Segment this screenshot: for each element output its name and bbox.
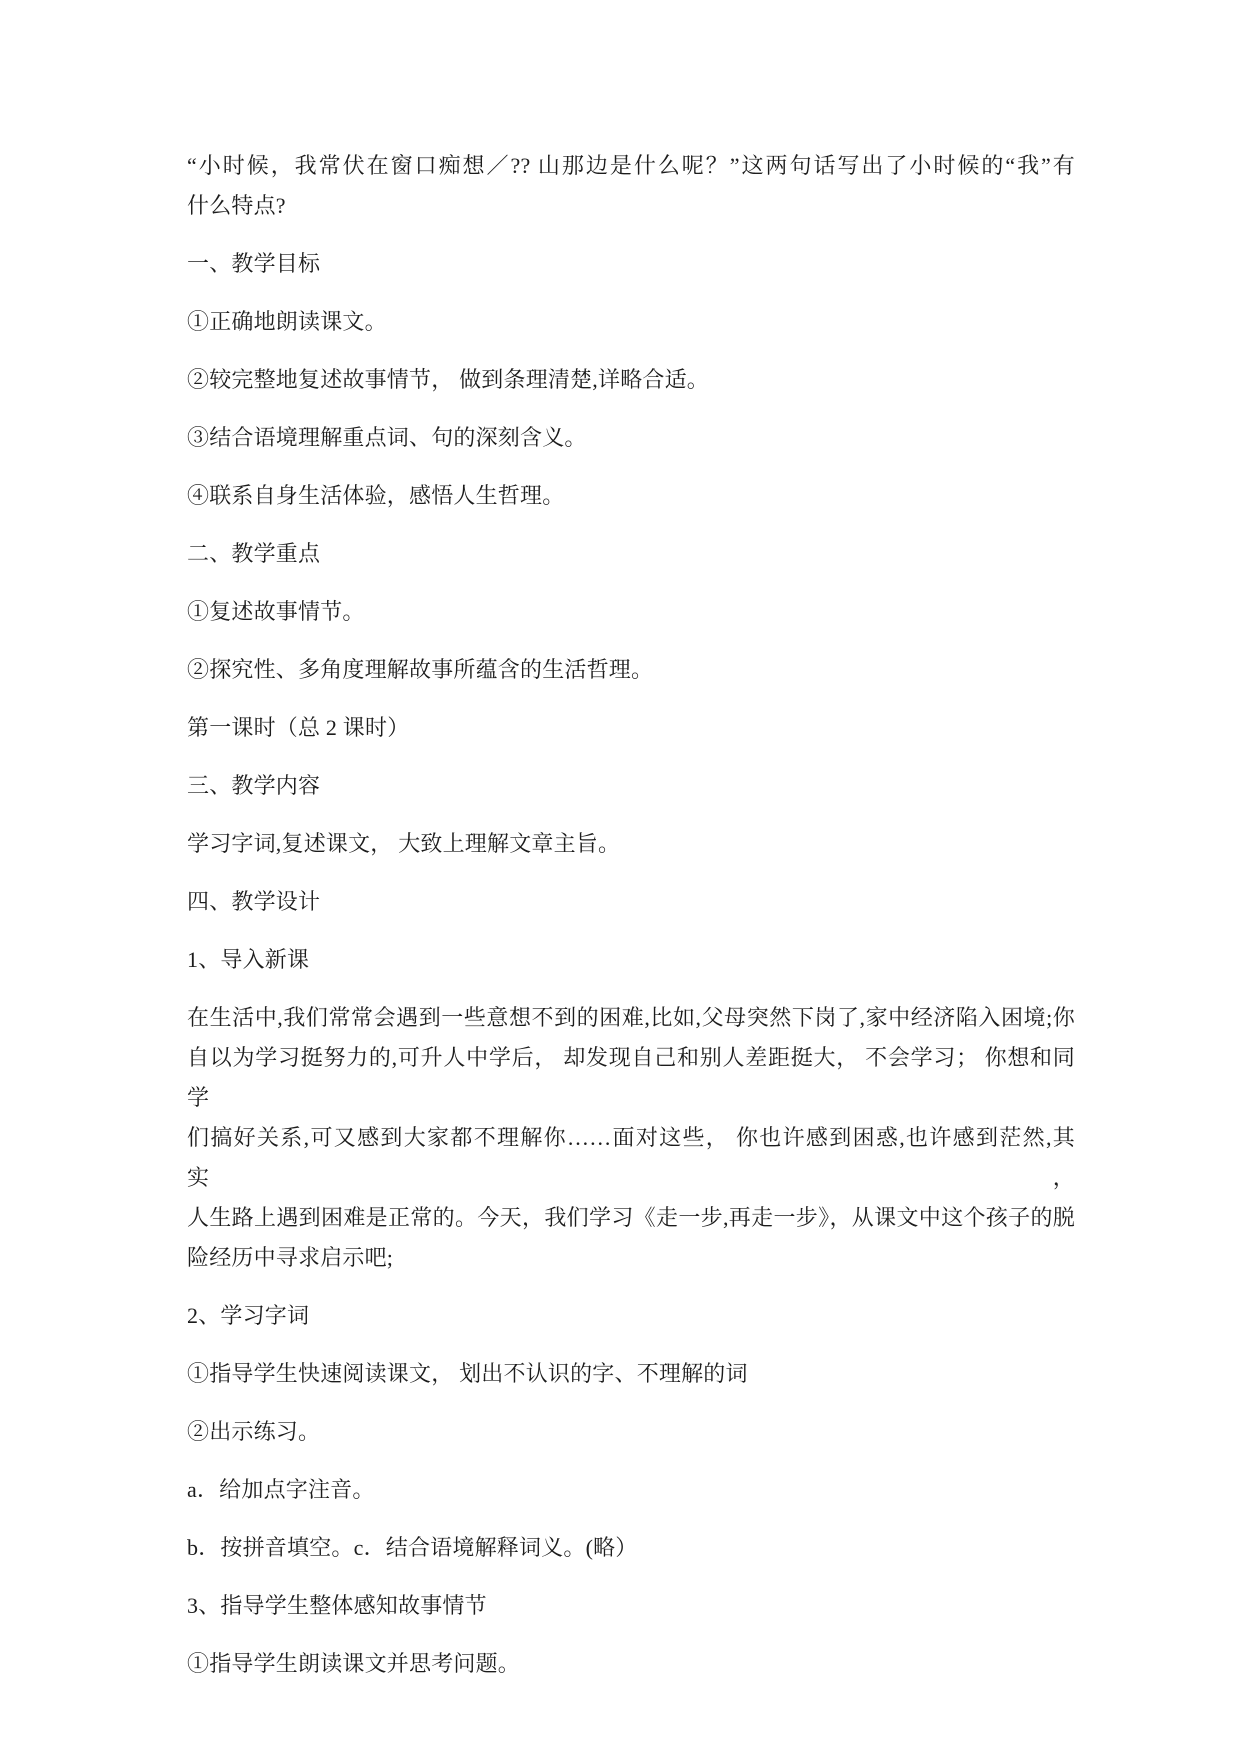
text-line: 2、学习字词 <box>187 1303 310 1328</box>
doc-paragraph <box>187 998 1075 1278</box>
text-line: 1、导入新课 <box>187 947 310 972</box>
text-line: ②探究性、多角度理解故事所蕴含的生活哲理。 <box>187 657 654 682</box>
section-heading <box>187 244 1075 284</box>
document-content <box>187 146 1075 1702</box>
text-line: 自以为学习挺努力的,可升人中学后， 却发现自己和别人差距挺大， 不会学习； 你想和同学 <box>187 1045 1075 1110</box>
text-line: 第一课时（总 2 课时） <box>187 715 410 740</box>
text-line: ①指导学生快速阅读课文， 划出不认识的字、不理解的词 <box>187 1361 748 1386</box>
text-line: a．给加点字注音。 <box>187 1477 375 1502</box>
text-line: 们搞好关系,可又感到大家都不理解你……面对这些， 你也许感到困惑,也许感到茫然,其实， <box>187 1125 1075 1190</box>
doc-paragraph <box>187 1412 1075 1452</box>
text-line: 3、指导学生整体感知故事情节 <box>187 1593 487 1618</box>
step-heading <box>187 708 1075 748</box>
text-line: ②出示练习。 <box>187 1419 321 1444</box>
text-line: ②较完整地复述故事情节， 做到条理清楚,详略合适。 <box>187 367 710 392</box>
section-heading <box>187 766 1075 806</box>
text-line: 人生路上遇到困难是正常的。今天，我们学习《走一步,再走一步》，从课文中这个孩子的脱 <box>187 1205 1075 1230</box>
text-line: ③结合语境理解重点词、句的深刻含义。 <box>187 425 587 450</box>
doc-paragraph <box>187 650 1075 690</box>
doc-paragraph <box>187 360 1075 400</box>
doc-paragraph <box>187 1354 1075 1394</box>
doc-paragraph <box>187 1470 1075 1510</box>
text-line: b．按拼音填空。c．结合语境解释词义。(略） <box>187 1535 638 1560</box>
step-heading <box>187 1586 1075 1626</box>
text-line: 在生活中,我们常常会遇到一些意想不到的困难,比如,父母突然下岗了,家中经济陷入困境;你 <box>187 1005 1075 1030</box>
text-line: 险经历中寻求启示吧; <box>187 1245 394 1270</box>
text-line: ①正确地朗读课文。 <box>187 309 387 334</box>
step-heading <box>187 1296 1075 1336</box>
text-line: ①复述故事情节。 <box>187 599 365 624</box>
doc-paragraph <box>187 302 1075 342</box>
doc-paragraph <box>187 418 1075 458</box>
question-paragraph <box>187 146 1075 226</box>
text-line: ①指导学生朗读课文并思考问题。 <box>187 1651 521 1676</box>
doc-paragraph <box>187 476 1075 516</box>
doc-paragraph <box>187 592 1075 632</box>
text-line: 二、教学重点 <box>187 541 321 566</box>
doc-paragraph <box>187 1644 1075 1684</box>
doc-paragraph <box>187 1528 1075 1568</box>
text-line: 什么特点? <box>187 193 286 218</box>
section-heading <box>187 534 1075 574</box>
text-line: “小时候，我常伏在窗口痴想／?? 山那边是什么呢？”这两句话写出了小时候的“我”有 <box>187 153 1075 178</box>
text-line: ④联系自身生活体验，感悟人生哲理。 <box>187 483 565 508</box>
step-heading <box>187 940 1075 980</box>
text-line: 三、教学内容 <box>187 773 321 798</box>
text-line: 一、教学目标 <box>187 251 321 276</box>
section-heading <box>187 882 1075 922</box>
doc-paragraph <box>187 824 1075 864</box>
text-line: 学习字词,复述课文， 大致上理解文章主旨。 <box>187 831 621 856</box>
text-line: 四、教学设计 <box>187 889 321 914</box>
